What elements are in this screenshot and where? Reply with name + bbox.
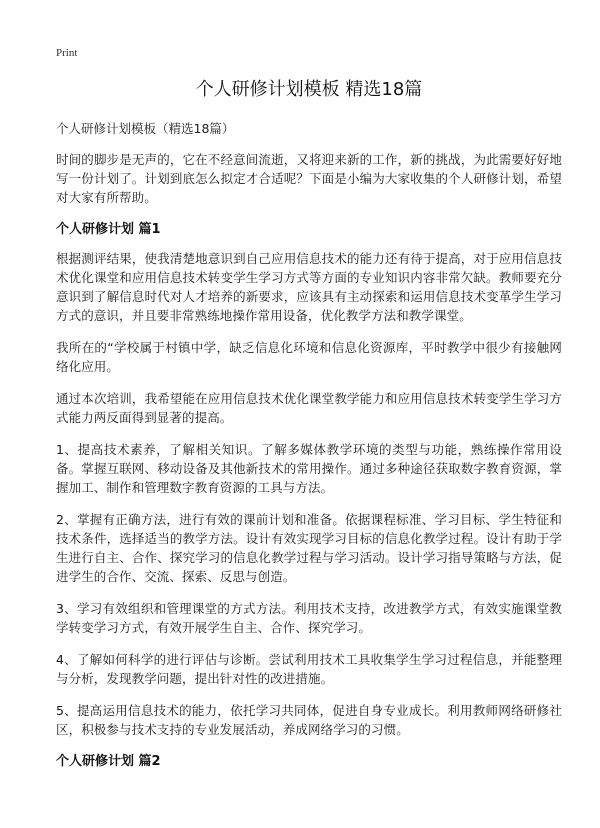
- section-heading-1: 个人研修计划 篇1: [56, 222, 161, 237]
- document-subtitle: 个人研修计划模板（精选18篇）: [56, 121, 235, 136]
- section-1-paragraph-8: 5、提高运用信息技术的能力，依托学习共同体，促进自身专业成长。利用教师网络研修社区，积极参与技术支持的专业发展活动，养成网络学习的习惯。: [56, 703, 562, 737]
- document-body: [56, 120, 562, 781]
- section-1-paragraph-2: 我所在的“学校属于村镇中学，缺乏信息化环境和信息化资源库，平时教学中很少有接触网络化应用。: [56, 340, 562, 374]
- print-label: Print: [56, 47, 78, 59]
- section-1-paragraph-3: 通过本次培训，我希望能在应用信息技术优化课堂教学能力和应用信息技术转变学生学习方式能力两反面得到显著的提高。: [56, 391, 562, 425]
- section-1-paragraph-4: 1、提高技术素养，了解相关知识。了解多媒体教学环境的类型与功能，熟练操作常用设备。掌握互联网、移动设备及其他新技术的常用操作。通过多种途径获取数字教育资源，掌握加工、制作和管理数字教育资源的工具与方法。: [56, 442, 562, 495]
- section-1-paragraph-5: 2、掌握有正确方法，进行有效的课前计划和准备。依据课程标准、学习目标、学生特征和技术条件，选择适当的教学方法。设计有效实现学习目标的信息化教学过程。设计有助于学生进行自主、合作、探究学习的信息化教学过程与学习活动。设计学习指导策略与方法，促进学生的合作、交流、探索、反思与创造。: [56, 512, 562, 584]
- section-heading-2: 个人研修计划 篇2: [56, 754, 161, 769]
- intro-paragraph: 时间的脚步是无声的，它在不经意间流逝，又将迎来新的工作，新的挑战，为此需要好好地写一份计划了。计划到底怎么拟定才合适呢？下面是小编为大家收集的个人研修计划，希望对大家有所帮助。: [56, 152, 562, 205]
- section-1-paragraph-7: 4、了解如何科学的进行评估与诊断。尝试利用技术工具收集学生学习过程信息，并能整理与分析，发现教学问题，提出针对性的改进措施。: [56, 652, 562, 686]
- section-1-paragraph-6: 3、学习有效组织和管理课堂的方式方法。利用技术支持，改进教学方式，有效实施课堂教学转变学习方式，有效开展学生自主、合作、探究学习。: [56, 601, 562, 635]
- document-title: 个人研修计划模板 精选18篇: [195, 79, 423, 100]
- section-1-paragraph-1: 根据测评结果，使我清楚地意识到自己应用信息技术的能力还有待于提高，对于应用信息技术优化课堂和应用信息技术转变学生学习方式等方面的专业知识内容非常欠缺。教师要充分意识到了解信息时代对人才培养的新要求，应该具有主动探索和运用信息技术变革学生学习方式的意识，并且要非常熟练地操作常用设备，优化教学方法和教学课堂。: [56, 251, 562, 323]
